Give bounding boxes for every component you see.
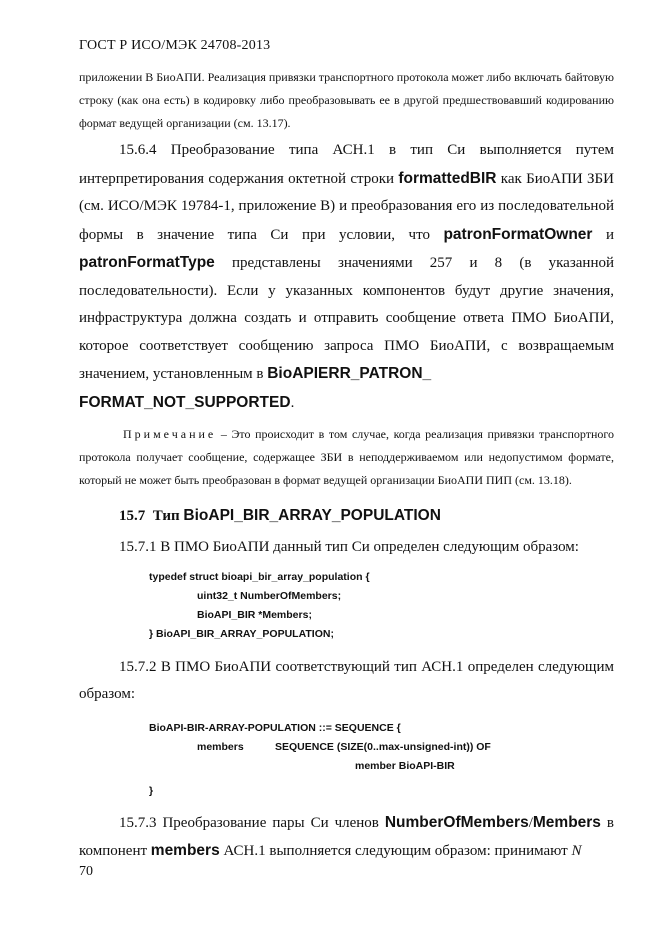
asn1-line-3: member BioAPI-BIR: [355, 759, 455, 772]
note-label: Примечание: [123, 427, 217, 441]
note-paragraph: [79, 423, 614, 492]
paragraph-15-7-2: 15.7.2 В ПМО БиоАПИ соответствующий тип АСН.1 определен следующим образом:: [79, 658, 614, 702]
asn1-definition-code: [149, 719, 614, 801]
p1564-text-5: .: [290, 394, 295, 411]
section-number: 15.7: [119, 508, 146, 524]
asn1-line-4: }: [149, 784, 154, 797]
members-c-term: Members: [532, 813, 601, 831]
number-of-members-term: NumberOfMembers: [384, 813, 529, 831]
paragraph-15-7-3: [79, 809, 614, 866]
c-typedef-code: [149, 568, 614, 644]
asn1-line-1: BioAPI-BIR-ARRAY-POPULATION ::= SEQUENCE {: [149, 721, 401, 734]
p1564-text-3: и: [592, 226, 614, 243]
section-type-name: BioAPI_BIR_ARRAY_POPULATION: [183, 507, 441, 524]
asn1-member-name: members: [197, 740, 244, 753]
note-text: – Это происходит в том случае, когда реализация привязки транспортного протокола получает сообщение, содержащее ЗБИ в неподдерживаемом или недопустимом формате, который не может быть преобразован в формат ведущей организации БиоАПИ ПИП (см. 13.18).: [79, 427, 614, 487]
code-line-3: BioAPI_BIR *Members;: [197, 608, 312, 621]
patron-format-owner-term: patronFormatOwner: [443, 225, 593, 243]
paragraph-15-7-1: 15.7.1 В ПМО БиоАПИ данный тип Си определен следующим образом:: [119, 539, 579, 555]
document-header: ГОСТ Р ИСО/МЭК 24708-2013: [79, 38, 271, 53]
variable-n: N: [571, 843, 582, 859]
error-code-term-part2: FORMAT_NOT_SUPPORTED: [79, 393, 291, 411]
p1564-text-1: 15.6.4 Преобразование типа АСН.1 в тип Си выполняется путем интерпретирования содержания октетной строки: [79, 142, 614, 187]
p1573-text-4: АСН.1 выполняется следующим образом: принимают: [219, 843, 572, 859]
p1573-slash: /: [528, 814, 533, 831]
p1573-text-1: 15.7.3 Преобразование пары Си членов: [119, 814, 385, 831]
patron-format-type-term: patronFormatType: [79, 254, 215, 271]
section-word: Тип: [152, 508, 180, 524]
asn1-line-2: [149, 738, 614, 757]
members-asn1-term: members: [150, 842, 220, 859]
p1564-text-4: представлены значениями 257 и 8 (в указанной последовательности). Если у указанных компонентов будут другие значения, инфраструктура должна создать и отправить сообщение ответа ПМО БиоАПИ, которое соответствует сообщению запроса ПМО БиоАПИ, с возвращаемым значением, установленным в: [79, 255, 614, 382]
p1573-text-3: в компонент: [79, 814, 614, 859]
p1564-text-2: как БиоАПИ ЗБИ (см. ИСО/МЭК 19784-1, приложение В) и преобразования его из последовательной формы в значение типа Си при условии, что: [79, 170, 614, 243]
intro-paragraph: приложении В БиоАПИ. Реализация привязки транспортного протокола может либо включать байтовую строку (как она есть) в кодировку либо преобразовывать ее в другой предшествовавший кодированию формат ведущей организации (см. 13.17).: [79, 70, 614, 130]
code-line-2: uint32_t NumberOfMembers;: [197, 589, 342, 602]
code-line-4: } BioAPI_BIR_ARRAY_POPULATION;: [149, 627, 334, 640]
code-line-1: typedef struct bioapi_bir_array_population {: [149, 570, 370, 583]
page-content: [79, 66, 614, 866]
paragraph-15-6-4: [79, 137, 614, 417]
page-number: 70: [79, 864, 93, 879]
asn1-member-type: SEQUENCE (SIZE(0..max-unsigned-int)) OF: [275, 740, 491, 753]
formatted-bir-term: formattedBIR: [398, 169, 497, 187]
section-15-7-heading: [79, 502, 614, 530]
error-code-term-part1: BioAPIERR_PATRON_: [267, 365, 432, 382]
